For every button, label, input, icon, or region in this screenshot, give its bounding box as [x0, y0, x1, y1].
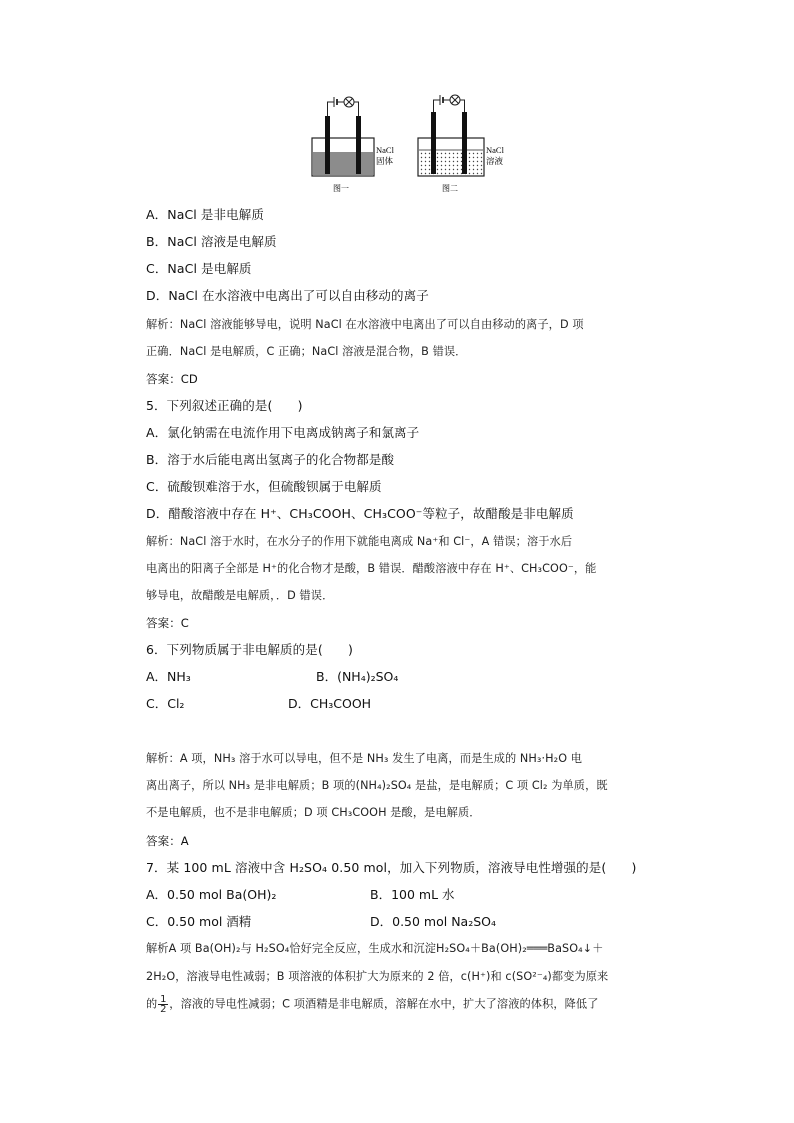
- fig1-label-b: 固体: [376, 157, 394, 167]
- q4-exp2: 正确．NaCl 是电解质，C 正确；NaCl 溶液是混合物，B 错误．: [146, 345, 467, 358]
- q5-exp1: 解析：NaCl 溶于水时，在水分子的作用下就能电离成 Na⁺和 Cl⁻，A 错误；溶于水后: [146, 535, 573, 548]
- q7-c: C．0.50 mol 酒精: [146, 914, 252, 929]
- q6-b: B．(NH₄)₂SO₄: [316, 669, 399, 684]
- q5-exp2: 电离出的阳离子全部是 H⁺的化合物才是酸，B 错误．醋酸溶液中存在 H⁺、CH₃COO⁻，能: [146, 562, 597, 575]
- q5-b: B．溶于水后能电离出氢离子的化合物都是酸: [146, 452, 395, 467]
- q6-ans: 答案：A: [146, 834, 189, 848]
- q5: 5．下列叙述正确的是( ): [146, 398, 303, 413]
- q6-d: D．CH₃COOH: [288, 696, 372, 711]
- q6-c: C．Cl₂: [146, 696, 185, 711]
- q7: 7．某 100 mL 溶液中含 H₂SO₄ 0.50 mol，加入下列物质，溶液导电性增强的是( ): [146, 860, 637, 875]
- q5-ans: 答案：C: [146, 616, 189, 630]
- q5-d: D．醋酸溶液中存在 H⁺、CH₃COOH、CH₃COO⁻等粒子，故醋酸是非电解质: [146, 506, 574, 521]
- beaker-one: [312, 97, 374, 176]
- fig2-label-a: NaCl: [486, 145, 504, 155]
- q7-b: B．100 mL 水: [370, 887, 455, 902]
- electrode-left-2: [431, 112, 436, 174]
- electrode-left-1: [325, 116, 330, 174]
- fig2-label-b: 溶液: [486, 157, 504, 167]
- q4-exp1: 解析：NaCl 溶液能够导电，说明 NaCl 在水溶液中电离出了可以自由移动的离子，D 项: [146, 318, 584, 331]
- q6-exp1: 解析：A 项，NH₃ 溶于水可以导电，但不是 NH₃ 发生了电离，而是生成的 NH₃·H₂O 电: [146, 752, 583, 765]
- q4-c: C．NaCl 是电解质: [146, 261, 252, 276]
- fraction-numerator: 1: [160, 994, 167, 1005]
- q5-exp3: 够导电，故醋酸是电解质，．D 错误．: [146, 589, 334, 602]
- prefix-text: 的: [146, 997, 158, 1011]
- electrolysis-figure: [300, 88, 504, 198]
- q4-d: D．NaCl 在水溶液中电离出了可以自由移动的离子: [146, 288, 429, 303]
- q7-exp2: 2H₂O，溶液导电性减弱；B 项溶液的体积扩大为原来的 2 倍，c(H⁺)和 c(SO²⁻₄)都变为原来: [146, 970, 609, 983]
- fig1-caption: 图一: [333, 184, 349, 193]
- q6: 6．下列物质属于非电解质的是( ): [146, 642, 354, 657]
- q6-exp2: 离出离子，所以 NH₃ 是非电解质；B 项的(NH₄)₂SO₄ 是盐，是电解质；C 项 Cl₂ 为单质，既: [146, 779, 608, 792]
- nacl-solid-fill: [313, 152, 373, 175]
- electrode-right-2: [462, 112, 467, 174]
- fraction-half: [158, 995, 168, 1014]
- fig1-label-a: NaCl: [376, 145, 394, 155]
- q4-a: A．NaCl 是非电解质: [146, 207, 264, 222]
- q6-exp3: 不是电解质，也不是非电解质；D 项 CH₃COOH 是酸，是电解质．: [146, 806, 481, 819]
- fig2-caption: 图二: [442, 184, 458, 193]
- q4-ans: 答案：CD: [146, 372, 198, 386]
- nacl-solution-fill: [419, 150, 483, 175]
- circuit-diagram: [300, 88, 504, 198]
- q7-exp1: 解析A 项 Ba(OH)₂与 H₂SO₄恰好完全反应，生成水和沉淀H₂SO₄＋Ba(OH)₂═══BaSO₄↓＋: [146, 942, 604, 955]
- q5-c: C．硫酸钡难溶于水，但硫酸钡属于电解质: [146, 479, 382, 494]
- q6-a: A．NH₃: [146, 669, 191, 684]
- q4-b: B．NaCl 溶液是电解质: [146, 234, 277, 249]
- q5-a: A．氯化钠需在电流作用下电离成钠离子和氯离子: [146, 425, 420, 440]
- q7-d: D．0.50 mol Na₂SO₄: [370, 914, 497, 929]
- electrode-right-1: [356, 116, 361, 174]
- rest-text: ，溶液的导电性减弱；C 项酒精是非电解质，溶解在水中，扩大了溶液的体积，降低了: [169, 997, 599, 1011]
- beaker-two: [418, 95, 484, 176]
- q7-exp3: [146, 995, 599, 1014]
- q7-a: A．0.50 mol Ba(OH)₂: [146, 887, 277, 902]
- fraction-denominator: 2: [160, 1004, 167, 1015]
